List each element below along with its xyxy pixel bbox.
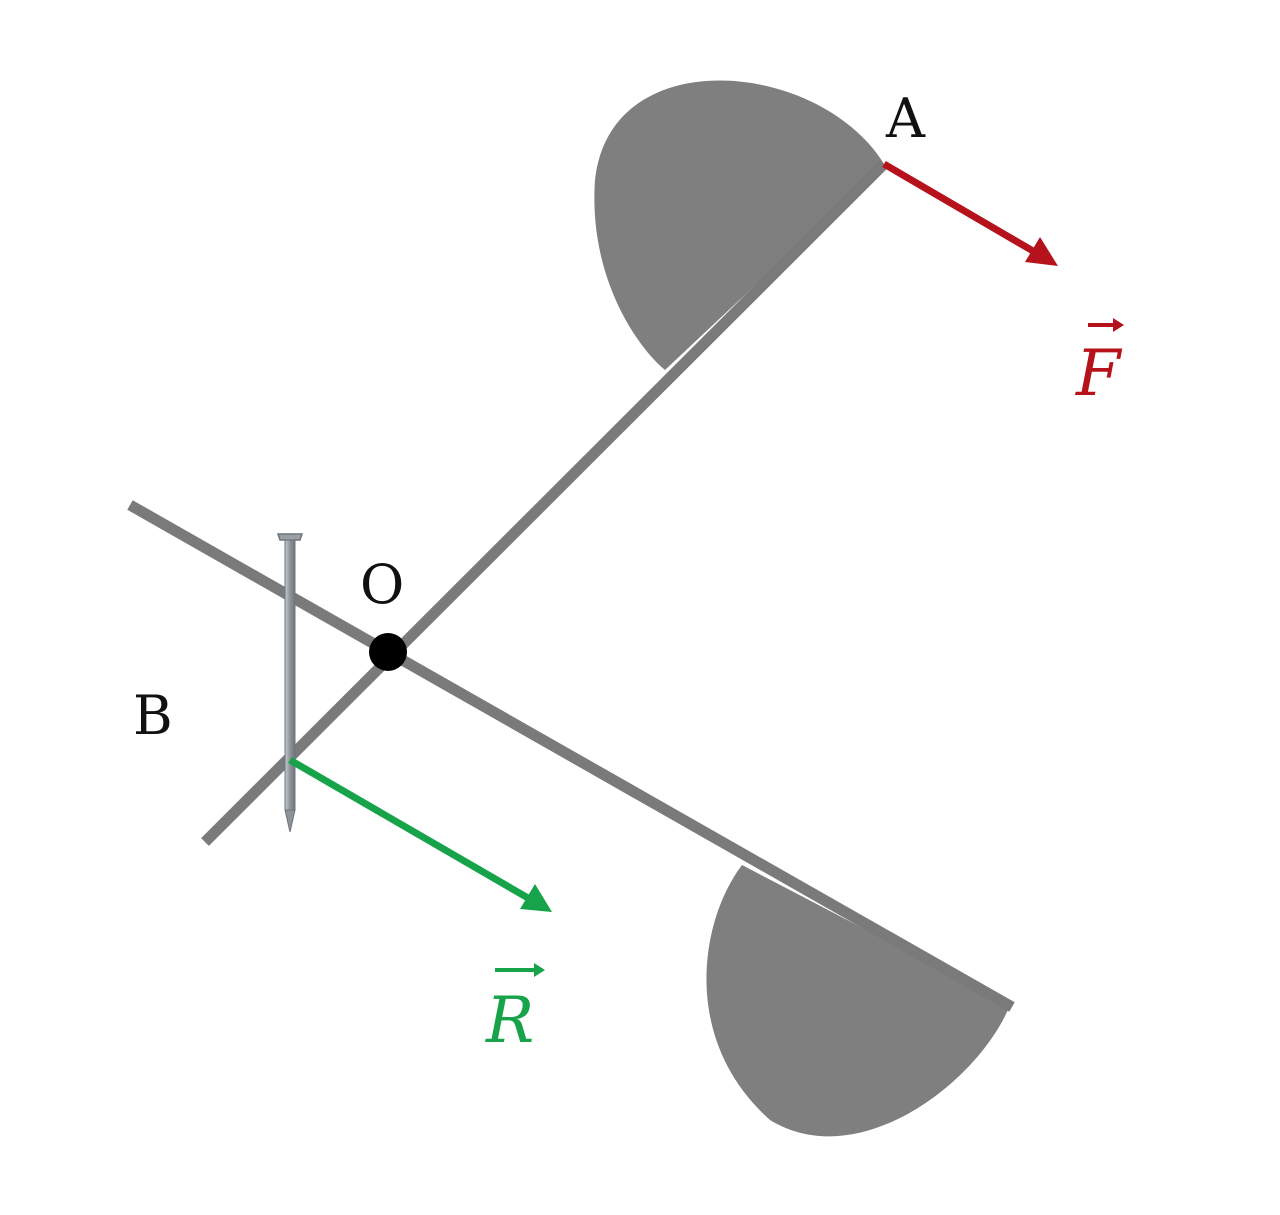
force-r-label: R [486,984,535,1058]
bar-cross [130,505,1012,1007]
force-r-vector [290,760,552,912]
point-o-label: O [360,553,405,616]
force-f-vector [884,164,1058,266]
pivot-dot-icon [369,633,407,671]
force-f-label-group [1075,318,1124,411]
force-f-label: F [1076,337,1121,411]
upper-blade [594,80,884,370]
lower-blade [706,865,1010,1136]
force-r-label-group [485,963,545,1058]
point-a-label: A [886,87,925,150]
vector-arrow-icon [495,963,545,977]
point-b-label: B [133,684,173,747]
vector-arrow-icon [1088,318,1124,332]
nail-icon [278,534,302,832]
